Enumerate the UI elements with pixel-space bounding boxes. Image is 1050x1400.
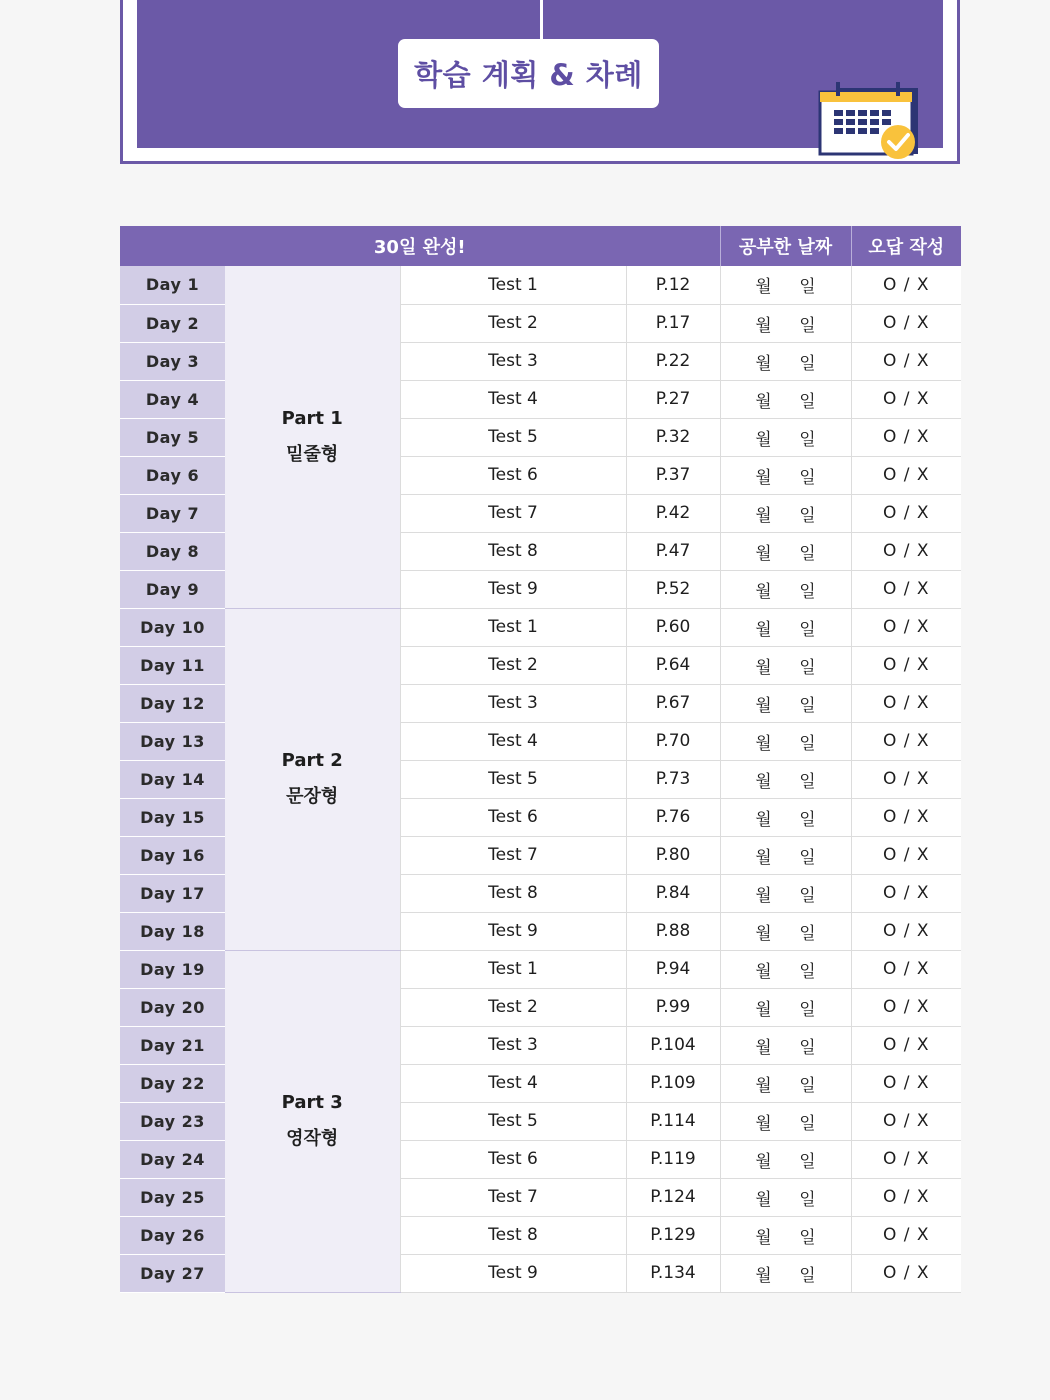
table-body — [120, 266, 961, 1292]
day-label: 일 — [799, 543, 816, 564]
date-cell[interactable] — [720, 532, 851, 570]
ox-mark-cell[interactable]: O / X — [851, 646, 961, 684]
day-label: 일 — [799, 923, 816, 944]
part-type: 문장형 — [286, 786, 339, 807]
day-cell: Day 26 — [120, 1216, 225, 1254]
day-label: 일 — [799, 1151, 816, 1172]
day-cell: Day 20 — [120, 988, 225, 1026]
page-cell: P.88 — [626, 912, 720, 950]
day-label: 일 — [799, 771, 816, 792]
ox-mark-cell[interactable]: O / X — [851, 266, 961, 304]
date-cell[interactable] — [720, 1216, 851, 1254]
ox-mark-cell[interactable]: O / X — [851, 722, 961, 760]
month-label: 월 — [755, 353, 772, 374]
test-cell: Test 8 — [400, 532, 626, 570]
day-label: 일 — [799, 1189, 816, 1210]
test-cell: Test 3 — [400, 684, 626, 722]
day-label: 일 — [799, 391, 816, 412]
date-cell[interactable] — [720, 684, 851, 722]
table-header-row — [120, 226, 961, 266]
test-cell: Test 3 — [400, 1026, 626, 1064]
month-label: 월 — [755, 391, 772, 412]
table-row — [120, 266, 961, 304]
month-label: 월 — [755, 999, 772, 1020]
ox-mark-cell[interactable]: O / X — [851, 950, 961, 988]
part-name: Part 3 — [281, 1092, 343, 1113]
test-cell: Test 9 — [400, 570, 626, 608]
page-cell: P.64 — [626, 646, 720, 684]
day-label: 일 — [799, 1227, 816, 1248]
test-cell: Test 2 — [400, 304, 626, 342]
date-cell[interactable] — [720, 988, 851, 1026]
test-cell: Test 1 — [400, 608, 626, 646]
month-label: 월 — [755, 1075, 772, 1096]
test-cell: Test 4 — [400, 380, 626, 418]
ox-mark-cell[interactable]: O / X — [851, 380, 961, 418]
page-cell: P.70 — [626, 722, 720, 760]
day-label: 일 — [799, 467, 816, 488]
page-cell: P.80 — [626, 836, 720, 874]
month-label: 월 — [755, 961, 772, 982]
test-cell: Test 3 — [400, 342, 626, 380]
day-cell: Day 22 — [120, 1064, 225, 1102]
ox-mark-cell[interactable]: O / X — [851, 494, 961, 532]
day-label: 일 — [799, 1075, 816, 1096]
test-cell: Test 4 — [400, 1064, 626, 1102]
month-label: 월 — [755, 467, 772, 488]
page-cell: P.104 — [626, 1026, 720, 1064]
test-cell: Test 1 — [400, 950, 626, 988]
day-cell: Day 21 — [120, 1026, 225, 1064]
page-cell: P.73 — [626, 760, 720, 798]
ox-mark-cell[interactable]: O / X — [851, 760, 961, 798]
day-cell: Day 12 — [120, 684, 225, 722]
page-cell: P.37 — [626, 456, 720, 494]
day-label: 일 — [799, 695, 816, 716]
day-cell: Day 7 — [120, 494, 225, 532]
date-cell[interactable] — [720, 608, 851, 646]
day-cell: Day 1 — [120, 266, 225, 304]
test-cell: Test 5 — [400, 1102, 626, 1140]
day-cell: Day 8 — [120, 532, 225, 570]
ox-mark-cell[interactable]: O / X — [851, 1254, 961, 1292]
date-cell[interactable] — [720, 760, 851, 798]
day-label: 일 — [799, 505, 816, 526]
month-label: 월 — [755, 809, 772, 830]
test-cell: Test 8 — [400, 1216, 626, 1254]
day-cell: Day 9 — [120, 570, 225, 608]
date-cell[interactable] — [720, 950, 851, 988]
day-label: 일 — [799, 999, 816, 1020]
day-cell: Day 14 — [120, 760, 225, 798]
part-type: 밑줄형 — [286, 443, 339, 465]
test-cell: Test 8 — [400, 874, 626, 912]
ox-mark-cell[interactable]: O / X — [851, 1026, 961, 1064]
review-header: 오답 작성 — [851, 226, 961, 266]
test-cell: Test 1 — [400, 266, 626, 304]
day-cell: Day 5 — [120, 418, 225, 456]
day-cell: Day 18 — [120, 912, 225, 950]
month-label: 월 — [755, 581, 772, 602]
date-cell[interactable] — [720, 874, 851, 912]
page-cell: P.47 — [626, 532, 720, 570]
part-cell — [225, 950, 400, 1292]
month-label: 월 — [755, 771, 772, 792]
page-cell: P.134 — [626, 1254, 720, 1292]
study-plan-table — [120, 226, 961, 1293]
date-cell[interactable] — [720, 570, 851, 608]
day-cell: Day 27 — [120, 1254, 225, 1292]
day-label: 일 — [799, 847, 816, 868]
ox-mark-cell[interactable]: O / X — [851, 684, 961, 722]
ox-mark-cell[interactable]: O / X — [851, 456, 961, 494]
day-cell: Day 19 — [120, 950, 225, 988]
day-cell: Day 16 — [120, 836, 225, 874]
day-cell: Day 17 — [120, 874, 225, 912]
day-cell: Day 4 — [120, 380, 225, 418]
date-cell[interactable] — [720, 418, 851, 456]
month-label: 월 — [755, 1037, 772, 1058]
date-header: 공부한 날짜 — [720, 226, 851, 266]
test-cell: Test 9 — [400, 912, 626, 950]
page-cell: P.94 — [626, 950, 720, 988]
day-cell: Day 11 — [120, 646, 225, 684]
date-cell[interactable] — [720, 1102, 851, 1140]
test-cell: Test 7 — [400, 494, 626, 532]
day-label: 일 — [799, 581, 816, 602]
date-cell[interactable] — [720, 342, 851, 380]
part-cell — [225, 266, 400, 608]
date-cell[interactable] — [720, 494, 851, 532]
ox-mark-cell[interactable]: O / X — [851, 342, 961, 380]
month-label: 월 — [755, 657, 772, 678]
day-label: 일 — [799, 961, 816, 982]
day-label: 일 — [799, 885, 816, 906]
ox-mark-cell[interactable]: O / X — [851, 304, 961, 342]
ox-mark-cell[interactable]: O / X — [851, 836, 961, 874]
ox-mark-cell[interactable]: O / X — [851, 608, 961, 646]
page-cell: P.119 — [626, 1140, 720, 1178]
ox-mark-cell[interactable]: O / X — [851, 798, 961, 836]
date-cell[interactable] — [720, 798, 851, 836]
day-label: 일 — [799, 277, 816, 298]
banner-divider — [540, 0, 543, 40]
day-label: 일 — [799, 429, 816, 450]
month-label: 월 — [755, 1189, 772, 1210]
page-cell: P.32 — [626, 418, 720, 456]
month-label: 월 — [755, 923, 772, 944]
date-cell[interactable] — [720, 380, 851, 418]
day-cell: Day 24 — [120, 1140, 225, 1178]
date-cell[interactable] — [720, 722, 851, 760]
ox-mark-cell[interactable]: O / X — [851, 532, 961, 570]
part-type: 영작형 — [286, 1128, 339, 1149]
day-cell: Day 2 — [120, 304, 225, 342]
day-cell: Day 3 — [120, 342, 225, 380]
part-name: Part 2 — [281, 750, 343, 771]
test-cell: Test 7 — [400, 836, 626, 874]
month-label: 월 — [755, 733, 772, 754]
day-label: 일 — [799, 315, 816, 336]
table-row — [120, 950, 961, 988]
test-cell: Test 5 — [400, 760, 626, 798]
date-cell[interactable] — [720, 1140, 851, 1178]
ox-mark-cell[interactable]: O / X — [851, 1102, 961, 1140]
page-cell: P.76 — [626, 798, 720, 836]
month-label: 월 — [755, 619, 772, 640]
page-cell: P.109 — [626, 1064, 720, 1102]
page-cell: P.67 — [626, 684, 720, 722]
month-label: 월 — [755, 1265, 772, 1286]
date-cell[interactable] — [720, 266, 851, 304]
test-cell: Test 5 — [400, 418, 626, 456]
date-cell[interactable] — [720, 646, 851, 684]
day-label: 일 — [799, 1113, 816, 1134]
page-cell: P.129 — [626, 1216, 720, 1254]
month-label: 월 — [755, 1113, 772, 1134]
test-cell: Test 9 — [400, 1254, 626, 1292]
month-label: 월 — [755, 695, 772, 716]
day-label: 일 — [799, 733, 816, 754]
month-label: 월 — [755, 847, 772, 868]
page-cell: P.52 — [626, 570, 720, 608]
calendar-check-icon — [814, 80, 920, 164]
day-cell: Day 10 — [120, 608, 225, 646]
plan-header: 30일 완성! — [120, 226, 720, 266]
page-cell: P.22 — [626, 342, 720, 380]
month-label: 월 — [755, 885, 772, 906]
part-name: Part 1 — [281, 407, 343, 429]
day-cell: Day 15 — [120, 798, 225, 836]
day-label: 일 — [799, 657, 816, 678]
page-title: 학습 계획 & 차례 — [398, 39, 659, 108]
page-cell: P.84 — [626, 874, 720, 912]
month-label: 월 — [755, 315, 772, 336]
month-label: 월 — [755, 505, 772, 526]
day-cell: Day 13 — [120, 722, 225, 760]
month-label: 월 — [755, 1227, 772, 1248]
date-cell[interactable] — [720, 912, 851, 950]
day-label: 일 — [799, 619, 816, 640]
page-cell: P.60 — [626, 608, 720, 646]
ox-mark-cell[interactable]: O / X — [851, 874, 961, 912]
ox-mark-cell[interactable]: O / X — [851, 1064, 961, 1102]
month-label: 월 — [755, 277, 772, 298]
date-cell[interactable] — [720, 1254, 851, 1292]
date-cell[interactable] — [720, 1064, 851, 1102]
test-cell: Test 7 — [400, 1178, 626, 1216]
test-cell: Test 6 — [400, 456, 626, 494]
day-cell: Day 23 — [120, 1102, 225, 1140]
ox-mark-cell[interactable]: O / X — [851, 570, 961, 608]
day-cell: Day 25 — [120, 1178, 225, 1216]
test-cell: Test 4 — [400, 722, 626, 760]
ox-mark-cell[interactable]: O / X — [851, 1216, 961, 1254]
page-cell: P.12 — [626, 266, 720, 304]
day-label: 일 — [799, 809, 816, 830]
page-cell: P.124 — [626, 1178, 720, 1216]
ox-mark-cell[interactable]: O / X — [851, 418, 961, 456]
month-label: 월 — [755, 429, 772, 450]
date-cell[interactable] — [720, 836, 851, 874]
day-label: 일 — [799, 1265, 816, 1286]
test-cell: Test 6 — [400, 798, 626, 836]
part-cell — [225, 608, 400, 950]
day-label: 일 — [799, 353, 816, 374]
test-cell: Test 2 — [400, 646, 626, 684]
table-row — [120, 608, 961, 646]
date-cell[interactable] — [720, 1178, 851, 1216]
day-label: 일 — [799, 1037, 816, 1058]
test-cell: Test 6 — [400, 1140, 626, 1178]
month-label: 월 — [755, 543, 772, 564]
ox-mark-cell[interactable]: O / X — [851, 1140, 961, 1178]
page-cell: P.99 — [626, 988, 720, 1026]
test-cell: Test 2 — [400, 988, 626, 1026]
ox-mark-cell[interactable]: O / X — [851, 988, 961, 1026]
ox-mark-cell[interactable]: O / X — [851, 912, 961, 950]
date-cell[interactable] — [720, 456, 851, 494]
date-cell[interactable] — [720, 1026, 851, 1064]
day-cell: Day 6 — [120, 456, 225, 494]
month-label: 월 — [755, 1151, 772, 1172]
page-cell: P.114 — [626, 1102, 720, 1140]
page-cell: P.42 — [626, 494, 720, 532]
page-cell: P.17 — [626, 304, 720, 342]
page-cell: P.27 — [626, 380, 720, 418]
ox-mark-cell[interactable]: O / X — [851, 1178, 961, 1216]
date-cell[interactable] — [720, 304, 851, 342]
